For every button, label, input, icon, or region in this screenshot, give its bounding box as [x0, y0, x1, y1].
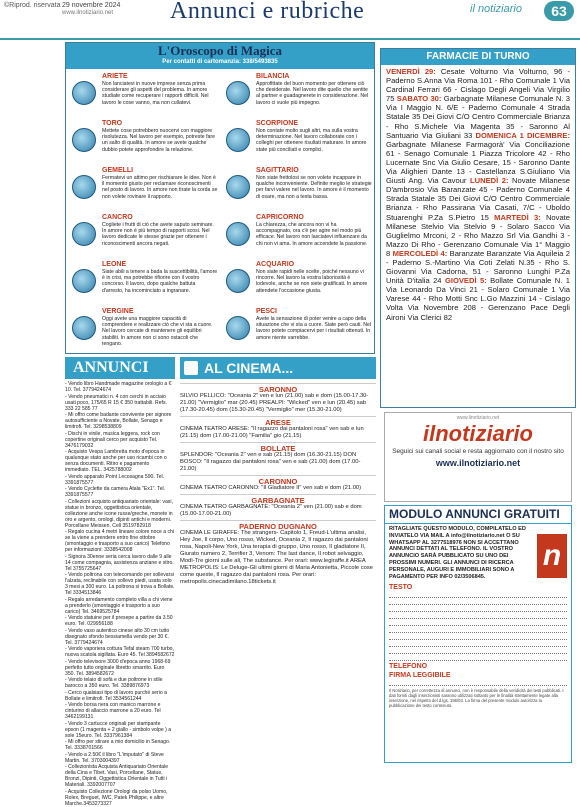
sign-text: Non contate molto sugli altri, ma sulla vostra determinazione. Nel lavoro collaborate con i colleghi per ottenere risultati maturare. In amore state più conciliati e complici. [256, 128, 367, 153]
farmacia-list: Cesate Volturno Via Volturno, 96 - Paderno S.Anna Via Roma 101 - Rho Comunale 1 Via Cardinal Ferrari 66 - Cislago Degli Angeli Via Virgilio 75 [386, 67, 570, 104]
annuncio-item: - Mi offro per stirare a mio domicilio in Senago. Tel. 3338701566 [65, 739, 171, 751]
zodiac-icon [72, 222, 96, 246]
farmacia-day: GIOVEDÌ 5: [444, 276, 487, 286]
site-url[interactable]: www.ilnotiziario.net [62, 10, 114, 16]
testo-line[interactable] [389, 647, 567, 654]
farmacia-list: Garbagnate Milanese Comunale N. 3 Via I Maggio N. 6/E - Paderno Comunale 4 Strada Statale 35 Dei Giovi C/O Centro Commerciale Brianza - Rho S.Michele Via Magenta 35 - Saronno Al Santuario Via Giuliani 33 [386, 94, 570, 140]
horoscope-box [65, 42, 375, 354]
farmacia-day: SABATO 30: [396, 94, 442, 104]
testo-line[interactable] [389, 654, 567, 661]
annunci-title: ANNUNCI [65, 357, 175, 379]
horoscope-title: L'Oroscopo di Magica [158, 43, 282, 58]
farmacia-day: MERCOLEDÌ 4: [392, 248, 448, 258]
film-icon [184, 361, 198, 375]
promo-social-text: Seguici sui canali social e resta aggiornato con il nostro sito [392, 448, 564, 455]
annunci-list [65, 381, 175, 807]
annuncio-item: - Cerco qualsiasi tipo di lavoro purché serio a Bollate e limitrofi. Tel 3534561244 [65, 689, 167, 702]
cinema-header [180, 357, 376, 379]
farmacia-list: Bollate Comunale N. 1 Via Leonardo Da Vinci 21 - Solaro Comunale 1 Via Varese 44 - Rho Motti Snc L.Go Mazzini 14 - Cislago Volta Via Novembre 208 - Gerenzano Pace Degli Aironi Via Clerici 82 [386, 276, 570, 322]
annuncio-item: - Collezionista Acquista Antiquariato Orientale della Cina e Tibet. Vasi, Porcellane, Statue, Bronzi, Dipinti, Oggettistica Orientale in Tutti i Materiali. 3392007707 [65, 764, 169, 788]
sign-text: Fermatevi un attimo per rischiarare le idee. Non è il momento giusto per reclamare riconoscimenti nel posto di lavoro. In amore non tirate la corda se non volete rovinare il rapporto. [102, 175, 218, 200]
section-title: Annunci e rubriche [170, 0, 365, 24]
testo-line[interactable] [389, 591, 567, 598]
sign-text: Cogliete i frutti di ciò che avete saputo seminare. In amore non è più tempo di rapporti scosi. Nel lavoro dedicate le stesse grazie per ottenere i riconoscimenti ancora negati. [102, 222, 214, 247]
sign-pesci [224, 308, 374, 364]
annuncio-item: - Vendo poltrona con telecomando per sollevarsi l'alzata, reclinabile con sollevo piedi, usata solo 3 mesi a 300 euro. La poltrona si trova a Bollate. Tel 3334513846 [65, 572, 175, 596]
farmacia-day: LUNEDÌ 2: [469, 176, 509, 186]
sign-name: SCORPIONE [256, 120, 299, 127]
sign-text: Avete la sensazione di poter venire a capo della situazione che vi sta a cuore. Siate però cauti. Nel lavoro potete compiacervi per i risultati ottenuti. In amore niente varrebbe. [256, 316, 372, 341]
zodiac-icon [226, 175, 250, 199]
brand-logo: il notiziario [470, 3, 522, 15]
annuncio-item: - Vendo libro Handmade magazine orologio a € 10. Tel. 3779424674 [65, 381, 172, 393]
farmacia-day: MARTEDÌ 3: [494, 212, 541, 222]
cinema-town: GARBAGNATE [180, 494, 376, 504]
cinema-title: AL CINEMA... [204, 360, 294, 376]
sign-name: PESCI [256, 308, 278, 315]
annuncio-item: - Acquisto Collezione Orologi da polso Uomo, Rolex, Breguet, IWC, Patek Philippe, e altre Marche.3453273327 [65, 788, 168, 807]
annuncio-item: - Vendo apparato Point Lecosagna 590. Tel. 3391875577 [65, 473, 165, 486]
farmacie-title: FARMACIE DI TURNO [381, 49, 575, 65]
farmacia-list: Baranzate Baranzate Via Aquileia 2 - Paderno S.-Martino Via Coti Zelati N.35 - Rho S. Giovanni Via Cadorna, 51 - Saronno Lunghi P.Za Unità D'italia 24 [386, 248, 570, 286]
sign-text: La chiarezza, che ancora non vi ha accompagnato, ora c'è per agire nel modo più efficace. Nel lavoro non lasciatevi influenzare da chi non vi ama. In amore accendete la passione. [256, 222, 368, 247]
sign-name: SAGITTARIO [256, 167, 299, 174]
sign-text: Oggi avete una maggiore capacità di comprendere e realizzare ciò che vi sta a cuore. Nel lavoro cercate di mantenere gli equilibri stabiliti. In amore non ci sono ostacoli che tengano. [102, 316, 213, 347]
farmacie-box [380, 48, 576, 408]
farmacie-list [381, 65, 575, 324]
testo-line[interactable] [389, 640, 567, 647]
zodiac-icon [226, 128, 250, 152]
issue-date: 29 novembre 2024 [62, 2, 121, 9]
notiziario-n-logo: n [537, 534, 567, 578]
sign-text: Non siate frettolosi se non volete incappare in qualche inconveniente. Definite meglio le strategie per farvi valere nel lavoro. In amore è il momento di osare, ma non a testa bassa. [256, 175, 372, 200]
annuncio-item: - Mi offro come badante convivente per signore autosufficiente a Novate, Bollate, Senago e limitrofi. Tel. 3298538809 [65, 412, 172, 430]
annuncio-item: - Collezioni acquisto antiquariato orientale: vasi, statue in bronzo, oggettistica orientale, collezione anche icone russe/greche, monete in oro e argento, orologi, dipinti antichi e moderni. Porcellane Meissen. Cell 3519782918 [65, 498, 173, 529]
annuncio-item: - Vendo telaio di sofà e due poltrone in stile barocco a 350 euro. Tel. 3389876973 [65, 677, 163, 689]
testo-line[interactable] [389, 619, 567, 626]
annuncio-item: - Regalo arredamento completo villa a chi viene a prenderlo (smontaggio e trasporto a suo carico) Tel. 3469525784 [65, 596, 173, 615]
sign-name: GEMELLI [102, 167, 134, 174]
sign-name: CANCRO [102, 214, 133, 221]
testo-line[interactable] [389, 633, 567, 640]
promo-top-url: www.ilnotiziario.net [456, 415, 500, 421]
cinema-schedule: SPLENDOR: "Oceania 2" ven e sab (21.15) dom (16.30-21.15) DON BOSCO: "Il ragazzo dai pantaloni rosa" ven e sab (21.00) dom (17.00-21.00) [180, 452, 361, 472]
sign-text: Siate abili a tenere a bada la suscettibilità, l'amore è in crisi, ma potrebbe rifiorire con il vostro concorso. Il lavoro, dopo qualche battuta d'arresto, ha incominciato a ingranare. [102, 269, 218, 294]
zodiac-icon [72, 128, 96, 152]
sign-text: Non lanciatevi in nuove imprese senza prima considerare gli aspetti del problema. In amore studiate come recuperare i rapporti difficili. Nel lavoro le cose vanno, ma non cullatevi. [102, 81, 209, 106]
firma-label: FIRMA LEGGIBILE [389, 672, 451, 680]
horoscope-subtitle: Per contatti di cartomanzia: 338/5493835 [162, 59, 278, 65]
cinema-schedule: SILVIO PELLICO: "Oceania 2" ven e lun (21.00) sab e dom (15.00-17.30-21.00) "Vermiglio" mar (20.45) PREALPI: "Wicked" ven e lun (20.45) sab (17.30-20.45) dom (15.30-20.45) "Vermiglio" mer (15.30-21.00) [180, 393, 369, 413]
farmacia-list: Novate Milanese Stelvio Via Stelvio 9 - Solaro Sacco Via Guglielmo Mrconi, 2 - Rho Mazzo Srl Via Gandhi 3 - Mazzo Di Rho - Gerenzano Comunale Via 1° Maggio 8 [386, 212, 570, 258]
cinema-town: CARONNO [180, 475, 376, 485]
modulo-disclaimer: Il Notiziario, per correttezza di annunci, non è responsabile della veridicità dei testi pubblicati. I dati forniti dagli inserzionisti saranno utilizzati soltanto per le finalità strettamente legate alla inserzione, nel rispetto del d.lgs. 196/03. La firma del presente modulo autorizza la pubblicazione dei testo contenuto. [389, 688, 564, 709]
sign-name: TORO [102, 120, 123, 127]
sign-name: BILANCIA [256, 73, 290, 80]
page-number: 63 [544, 1, 574, 21]
annuncio-item: - Vendo statuine per il presepe a partire da 3.50 euro. Tel. 029956188 [65, 615, 173, 627]
modulo-title: MODULO ANNUNCI GRATUITI [385, 506, 571, 524]
zodiac-icon [226, 222, 250, 246]
farmacia-list: Novate Milanese D'ambrosio Via Baranzate 45 - Paderno Comunale 4 Strada Statale 35 Dei Giovi C/O Centro Commerciale Brianza - Rho Passirana Via Casati, 7/C - Uboldo Stuarenghi P.Za S.Pietro 15 [386, 176, 570, 222]
cinema-town: SARONNO [180, 383, 376, 393]
zodiac-icon [226, 81, 250, 105]
zodiac-icon [226, 269, 250, 293]
horoscope-header [66, 43, 374, 69]
sign-text: Approfittate del buon momento per ottenere ciò che desiderate. Nel lavoro dite quello che sentite al partner e guadagnerete in considerazione. Nel lavoro ci vuole più impegno. [256, 81, 369, 106]
testo-label: TESTO [389, 584, 413, 592]
farmacia-list: Garbagnate Milanese Farmagorà' Via Conciliazione 61 - Senago Comunale 1 Piazza Tricolore 42 - Rho Lucernate Snc Via Giulio Cesare, 15 - Saronno Dante Via Alighieri Dante 13 - Castellanza S.Giuliano Via Giusti Ang. Via Cavour [386, 139, 570, 186]
sign-name: ARIETE [102, 73, 128, 80]
farmacia-day: DOMENICA 1 DICEMBRE: [475, 130, 570, 140]
cinema-schedule: CINEMA TEATRO ARESE: "Il ragazzo dai pantaloni rosa" ven sab e lun (21.15) dom (17.00-21.00) "Familia" gio (21.15) [180, 426, 364, 439]
cinema-list [180, 381, 376, 766]
sign-name: VERGINE [102, 308, 134, 315]
cinema-town: ARESE [180, 416, 376, 426]
annuncio-item: - Vendo a 2.50€ il libro "L'imputato" di Steve Martin. Tel. 3703004397 [65, 751, 164, 764]
copyright-note: ©Riprod. riservata [4, 2, 61, 9]
page-header [0, 0, 580, 40]
zodiac-icon [72, 175, 96, 199]
zodiac-icon [72, 81, 96, 105]
sign-vergine [70, 308, 220, 364]
sign-text: Non siate rapidi nelle scelte, poiché nessuno vi rincorre. Nel lavoro la vostra laboriosità è lodevole, anche se non siete gratificati. In amore attendete l'occasione giusta. [256, 269, 368, 294]
cinema-schedule: CINEMA LE GIRAFFE: The strangers- Capitolo 1, Freud-L'ultima analisi, Hey Joe, Il corpo, Uno rosso, Wicked, Oceania 2, Il ragazzo dai pantaloni rosa, Napoli-New York, Una terapia di gruppo, Uno rosso, Il gladiatore II, Giurato numero 2, Terrifier 3, Venom: The last dance, Il robot selvaggio, Modì-Tre giorni sulle ali, The substance. Per orari: www.legiraffe.it AREA METROPOLIS: Le Deluge-Gli ultimi giorni di Maria Antonietta, Piccole cose come queste, Il ragazzo dai pantaloni rosa. Per orari: metropolis.cinecadimilano.18tickets.it [180, 530, 373, 585]
annuncio-item: - Vendo 3 cartucce originali per stampante epson (1 magenta + 2 giallo - simbolo volpe ) a sole 15euro. Tel. 3337961384 [65, 720, 172, 739]
annuncio-item: - Dischi in vinile, musica leggera, rock con copertine originali cerco per acquisto Tel. 3476179032 [65, 430, 160, 449]
cinema-town: PADERNO DUGNANO [180, 520, 376, 530]
annuncio-item: - Vendo pneumatici n. 4 con cerchi in acciaio usati poco, 175/65 R 15 € 350 trattabili. Refs. 333 22 585 77 [65, 393, 167, 412]
testo-line[interactable] [389, 605, 567, 612]
annuncio-item: - Vendo televisore 3000 d'epoca anno 1968-69 perfetto tutto originale libretto smarrito. Euro 350. Tel. 3894582672 [65, 658, 171, 677]
cinema-schedule: CINEMA TEATRO CARONNO: "Il Gladiatore II" ven sab e dom (21.00) [180, 485, 362, 491]
annuncio-item: - Vendo vaporiera cottura Tefal steam 700 turbo, nuova scatola sigillata. Euro 45. Tel 3894582672 [65, 646, 175, 658]
annuncio-item: - Acquisto Vespa Lambretta moto d'epoca in qualunque stato anche per uso ricambi con o senza documenti. Ritiro e pagamento immediato. TEL. 3425788002 [65, 449, 167, 473]
notiziario-logo: ilnotiziario [423, 421, 533, 446]
firma-line[interactable] [389, 679, 567, 686]
testo-line[interactable] [389, 626, 567, 633]
cinema-town: BOLLATE [180, 442, 376, 452]
cinema-schedule: CINEMA TEATRO GARBAGNATE: "Oceania 2" ven (21.00) sab e dom (15.00-17.00-21.00) [180, 504, 362, 517]
annuncio-item: - Vendo vaso autentico cinese alto 30 cm tutto disegnato sfondo bessiamella vendo per 30 €. Tel. 3779424674 [65, 627, 170, 646]
annuncio-item: - Regalo cucina 4 metri lineare colore noce a chi se la viene a prendere entro fine ottobre (smontaggio e trasporto a suo carico) Telefono per informazioni: 3338542008 [65, 529, 175, 553]
annuncio-item: - Signora 30enne seria cerca lavoro dalle 9 alle 14 come compagnia, assistenza anziane e stiro. Tel 3755725647 [65, 553, 174, 572]
zodiac-icon [72, 269, 96, 293]
modulo-instructions: RITAGLIATE QUESTO MODULO, COMPILATELO ED INVIATELO VIA MAIL A info@ilnotiziario.net O SU WHATSAPP AL 3277518976 NON SI ACCETTANO ANNUNCI DETTATI AL TELEFONO. IL VOSTRO ANNUNCIO SARÀ PUBBLICATO SU UNO DEI PROSSIMI NUMERI. GLI ANNUNCI DI RICERCA PERSONALE, AUGURI E IMMOBILIARI SONO A PAGAMENTO PER INFO 02/3506845. [389, 526, 526, 580]
testo-line[interactable] [389, 612, 567, 619]
annuncio-item: - Vendo Cyclette da camera Atala "Ex1". Tel. 3391875577 [65, 486, 166, 498]
telefono-label: TELEFONO [389, 663, 428, 671]
sign-name: LEONE [102, 261, 127, 268]
modulo-annunci [384, 505, 572, 763]
sign-name: ACQUARIO [256, 261, 295, 268]
sign-text: Mettete cose potrebbero nuocervi con maggiore risolutezza. Nel lavoro per esempio, potreste fare un salto di qualità. In amore se avete qualche dubbio potete approfondire la relazione. [102, 128, 216, 153]
promo-url[interactable]: www.ilnotiziario.net [435, 458, 521, 468]
zodiac-icon [226, 316, 250, 340]
notiziario-promo [384, 412, 572, 502]
sign-name: CAPRICORNO [256, 214, 304, 221]
farmacia-day: VENERDÌ 29: [386, 67, 436, 76]
testo-line[interactable] [389, 598, 567, 605]
zodiac-icon [72, 316, 96, 340]
annuncio-item: - Vendo borsa nera con manico marrone e cinturino di allaccio marrone a 20 euro. Tel 3462199131 [65, 702, 161, 720]
